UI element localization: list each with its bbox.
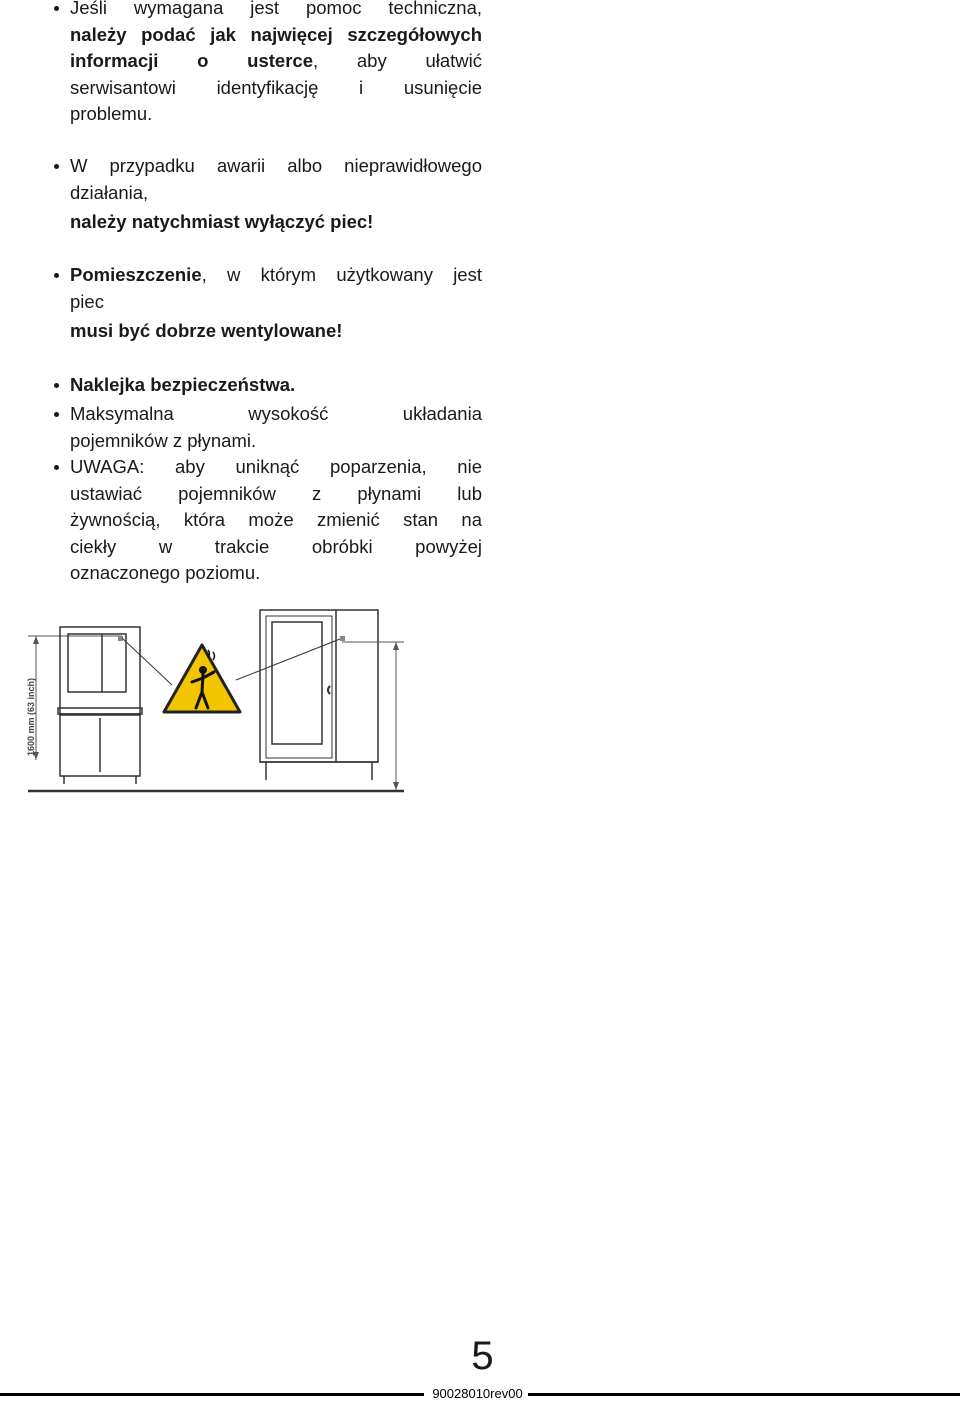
- note-line: [70, 0, 482, 22]
- note-text: żywnością, która może zmienić stan na: [70, 509, 482, 530]
- note-text: działania,: [70, 181, 149, 203]
- note-failure: [52, 153, 482, 236]
- note-line: [70, 262, 482, 289]
- note-line: [70, 560, 482, 587]
- note-text: należy podać jak najwięcej szczegółowych: [70, 23, 482, 45]
- bullet-icon: [54, 412, 59, 417]
- note-text: , aby ułatwić: [313, 50, 482, 71]
- bullet-icon: [54, 383, 59, 388]
- diagram-svg: [22, 600, 412, 800]
- note-text: pojemników z płynami.: [70, 429, 257, 451]
- note-line: [70, 153, 482, 180]
- note-text: Pomieszczenie: [70, 264, 202, 285]
- small-oven-icon: [58, 627, 142, 784]
- note-text: oznaczonego poziomu.: [70, 562, 261, 583]
- note-line: [70, 289, 482, 316]
- note-line: [70, 48, 482, 75]
- note-text: Naklejka bezpieczeństwa.: [70, 374, 296, 395]
- oven-height-diagram: [22, 600, 412, 800]
- note-ventilation: [52, 262, 482, 345]
- bullet-icon: [54, 465, 59, 470]
- footer-rule-right: [528, 1393, 960, 1396]
- sticker-marker-right: [340, 636, 345, 641]
- note-max-height: [52, 401, 482, 454]
- note-text: serwisantowi identyfikację i usunięcie: [70, 76, 482, 98]
- note-text: należy natychmiast wyłączyć piec!: [70, 211, 374, 232]
- arrow-down-icon: [393, 782, 399, 790]
- sticker-pointer-right: [236, 639, 340, 680]
- note-text: informacji o usterce: [70, 50, 313, 71]
- note-text: ciekły w trakcie obróbki powyżej: [70, 535, 482, 557]
- document-code: 90028010rev00: [432, 1386, 523, 1401]
- note-line: [70, 209, 482, 236]
- note-line: [70, 75, 482, 102]
- note-line: [70, 481, 482, 508]
- oven-handle-icon: [328, 686, 330, 694]
- note-line: [70, 401, 482, 428]
- note-text: UWAGA: aby uniknąć poparzenia, nie: [70, 456, 482, 477]
- bullet-icon: [54, 164, 59, 169]
- note-text: Maksymalna wysokość układania: [70, 403, 482, 424]
- height-label: 1600 mm (63 inch): [26, 677, 36, 756]
- note-line: [70, 180, 482, 207]
- bullet-icon: [54, 273, 59, 278]
- note-text: , w którym użytkowany jest: [201, 264, 482, 285]
- note-line: [70, 534, 482, 561]
- page-number: 5: [471, 1334, 494, 1378]
- note-line: [70, 507, 482, 534]
- note-text: W przypadku awarii albo nieprawidłowego: [70, 155, 482, 176]
- sticker-pointer-left: [122, 638, 172, 685]
- note-text: Jeśli wymagana jest pomoc techniczna,: [70, 0, 482, 18]
- warning-triangle-icon: [164, 645, 240, 712]
- note-warning: [52, 454, 482, 587]
- arrow-up-icon: [33, 636, 39, 644]
- note-line: [70, 372, 482, 399]
- note-text: musi być dobrze wentylowane!: [70, 320, 343, 341]
- bullet-icon: [54, 6, 59, 11]
- note-line: [70, 22, 482, 49]
- note-line: [70, 318, 482, 345]
- tall-oven-icon: [260, 610, 378, 780]
- note-safety-sticker: [52, 372, 482, 399]
- note-line: [70, 101, 482, 128]
- arrow-up-icon: [393, 642, 399, 650]
- note-text: problemu.: [70, 103, 153, 124]
- note-technical-help: [52, 0, 482, 128]
- note-text: ustawiać pojemników z płynami lub: [70, 482, 482, 504]
- note-text: piec: [70, 290, 104, 312]
- note-line: [70, 428, 482, 455]
- footer-rule-left: [0, 1393, 424, 1396]
- note-line: [70, 454, 482, 481]
